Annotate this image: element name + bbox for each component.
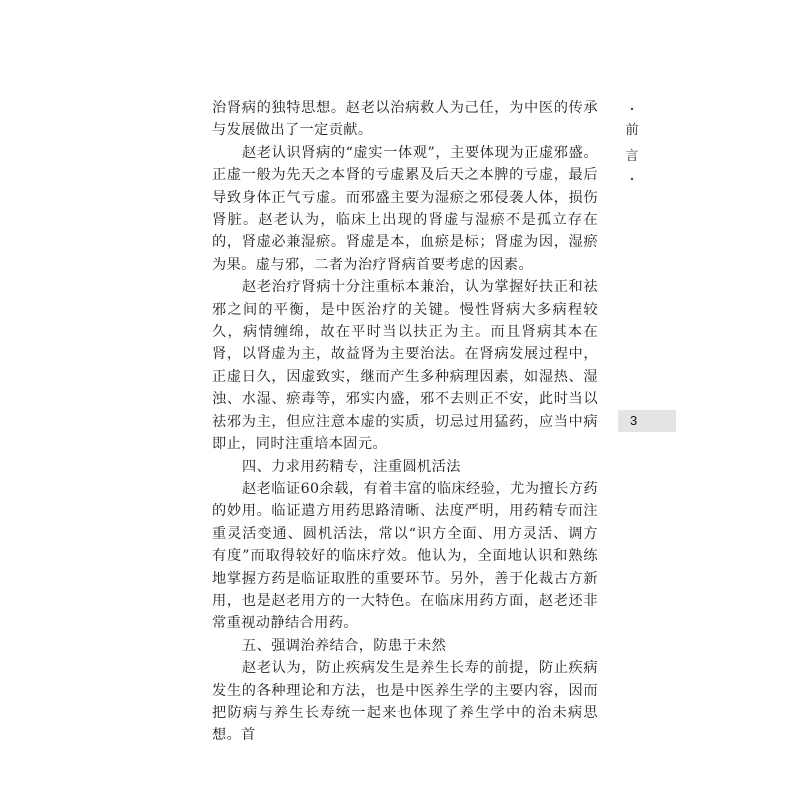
section-heading-five: 五、强调治养结合，防患于未然: [242, 637, 447, 654]
side-dot-bottom: ·: [629, 172, 635, 186]
paragraph-prevention: 赵老认为，防止疾病发生是养生长寿的前提，防止疾病发生的各种理论和方法，也是中医养生学的主要内容，因而把防病与养生长寿统一起来也体现了养生学中的治未病思想。首: [212, 660, 598, 744]
page-number: 3: [630, 413, 638, 428]
section-heading-four: 四、力求用药精专，注重圆机活法: [242, 458, 461, 475]
side-char-yan: 言: [625, 149, 639, 164]
paragraph-treatment-principle: 赵老治疗肾病十分注重标本兼治，认为掌握好扶正和祛邪之间的平衡，是中医治疗的关键。慢性肾病大多病程较久，病情缠绵，故在平时当以扶正为主。而且肾病其本在肾，以肾虚为主，故益肾为主要治法。在肾病发展过程中，正虚日久，因虚致实，继而产生多种病理因素，如湿热、湿浊、水湿、瘀毒等，邪实内盛，邪不去则正不安，此时当以祛邪为主，但应注意本虚的实质，切忌过用猛药，应当中病即止，同时注重培本固元。: [212, 279, 598, 453]
running-header-preface: [622, 100, 642, 188]
paragraph-continuation: 治肾病的独特思想。赵老以治病救人为己任，为中医的传承与发展做出了一定贡献。: [212, 100, 598, 139]
side-dot-top: ·: [629, 102, 635, 116]
side-char-qian: 前: [625, 123, 639, 138]
paragraph-deficiency-excess: 赵老认识肾病的“虚实一体观”，主要体现为正虚邪盛。正虚一般为先天之本肾的亏虚累及后天之本脾的亏虚，最后导致身体正气亏虚。而邪盛主要为湿瘀之邪侵袭人体，损伤肾脏。赵老认为，临床上出现的肾虚与湿瘀不是孤立存在的，肾虚必兼湿瘀。肾虚是本，血瘀是标；肾虚为因，湿瘀为果。虚与邪，二者为治疗肾病首要考虑的因素。: [212, 144, 598, 273]
page-body: [212, 97, 598, 747]
page-number-tab: [618, 410, 676, 432]
paragraph-prescription: 赵老临证60余载，有着丰富的临床经验，尤为擅长方药的妙用。临证遣方用药思路清晰、法度严明，用药精专而注重灵活变通、圆机活法，常以“识方全面、用方灵活、调方有度”而取得较好的临床疗效。他认为，全面地认识和熟练地掌握方药是临证取胜的重要环节。另外，善于化裁古方新用，也是赵老用方的一大特色。在临床用药方面，赵老还非常重视动静结合用药。: [212, 480, 598, 632]
